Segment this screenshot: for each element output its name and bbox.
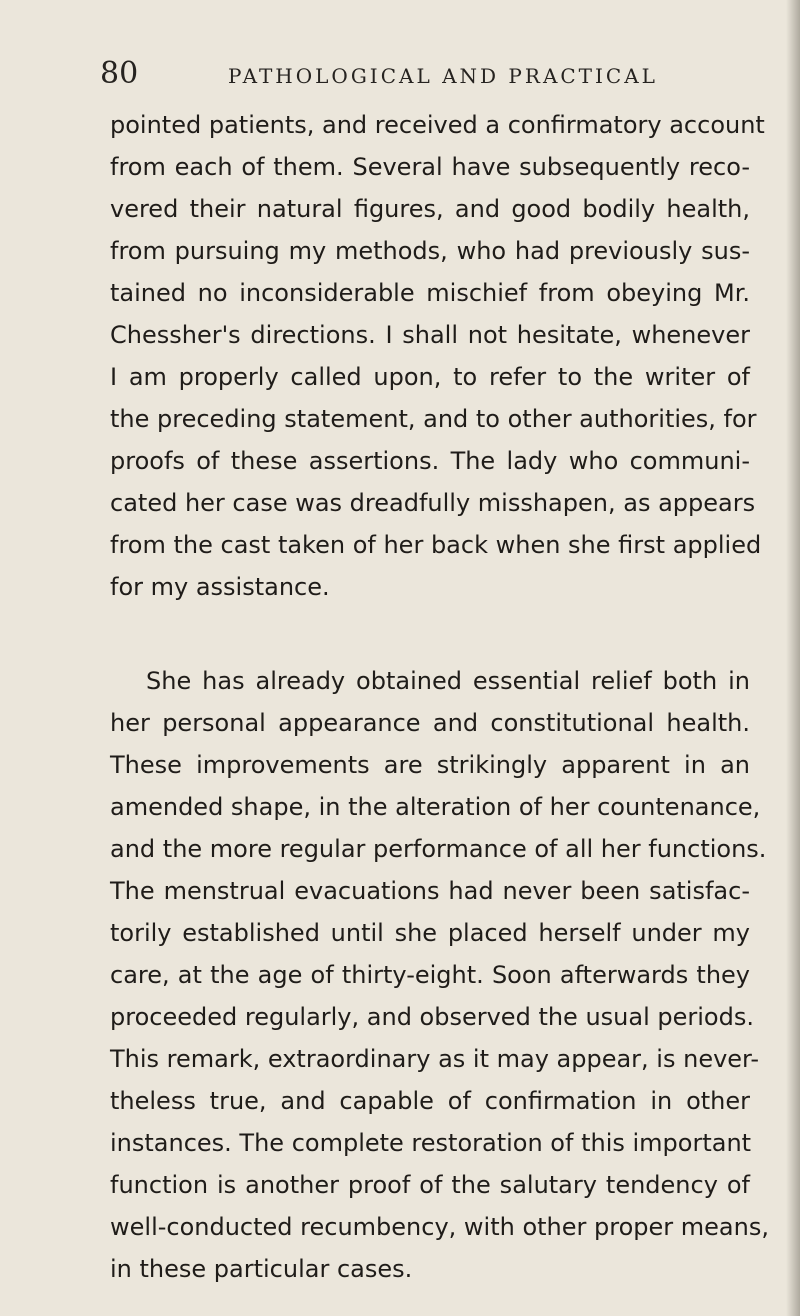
text-line: tained no inconsiderable mischief from obeying Mr. xyxy=(110,279,750,307)
text-line: instances. The complete restoration of this important xyxy=(110,1129,752,1157)
text-line: well-conducted recumbency, with other proper means, xyxy=(110,1213,769,1241)
text-line: for my assistance. xyxy=(110,573,330,601)
text-line: She has already obtained essential relief both in xyxy=(146,667,750,695)
text-line: proofs of these assertions. The lady who communi- xyxy=(110,447,750,475)
text-line: pointed patients, and received a confirmatory account xyxy=(110,111,765,139)
text-line: vered their natural figures, and good bodily health, xyxy=(110,195,750,223)
text-line: in these particular cases. xyxy=(110,1255,413,1283)
text-line: torily established until she placed herself under my xyxy=(110,919,750,947)
page-header xyxy=(100,52,740,96)
text-line: These improvements are strikingly apparent in an xyxy=(110,751,750,779)
text-line: the preceding statement, and to other authorities, for xyxy=(110,405,757,433)
text-line: Chessher's directions. I shall not hesitate, whenever xyxy=(110,321,750,349)
text-line: her personal appearance and constitutional health. xyxy=(110,709,750,737)
page-edge-shadow xyxy=(786,0,800,1316)
text-line: The menstrual evacuations had never been satisfac- xyxy=(110,877,750,905)
paragraph xyxy=(110,104,765,608)
text-line: function is another proof of the salutary tendency of xyxy=(110,1171,750,1199)
paragraph xyxy=(110,660,769,1290)
text-line: I am properly called upon, to refer to the writer of xyxy=(110,363,750,391)
text-line: theless true, and capable of confirmation in other xyxy=(110,1087,750,1115)
page-number: 80 xyxy=(100,56,139,91)
text-line: from pursuing my methods, who had previously sus- xyxy=(110,237,750,265)
text-line: amended shape, in the alteration of her countenance, xyxy=(110,793,761,821)
text-line: and the more regular performance of all her functions. xyxy=(110,835,767,863)
body-text xyxy=(110,104,769,1290)
text-line: from each of them. Several have subsequently reco- xyxy=(110,153,750,181)
paragraph-gap xyxy=(110,608,750,660)
text-line: cated her case was dreadfully misshapen, as appears xyxy=(110,489,756,517)
text-line: proceeded regularly, and observed the usual periods. xyxy=(110,1003,754,1031)
text-line: from the cast taken of her back when she first applied xyxy=(110,531,762,559)
text-line: This remark, extraordinary as it may appear, is never- xyxy=(110,1045,760,1073)
running-head: PATHOLOGICAL AND PRACTICAL xyxy=(228,64,658,88)
text-line: care, at the age of thirty-eight. Soon afterwards they xyxy=(110,961,750,989)
